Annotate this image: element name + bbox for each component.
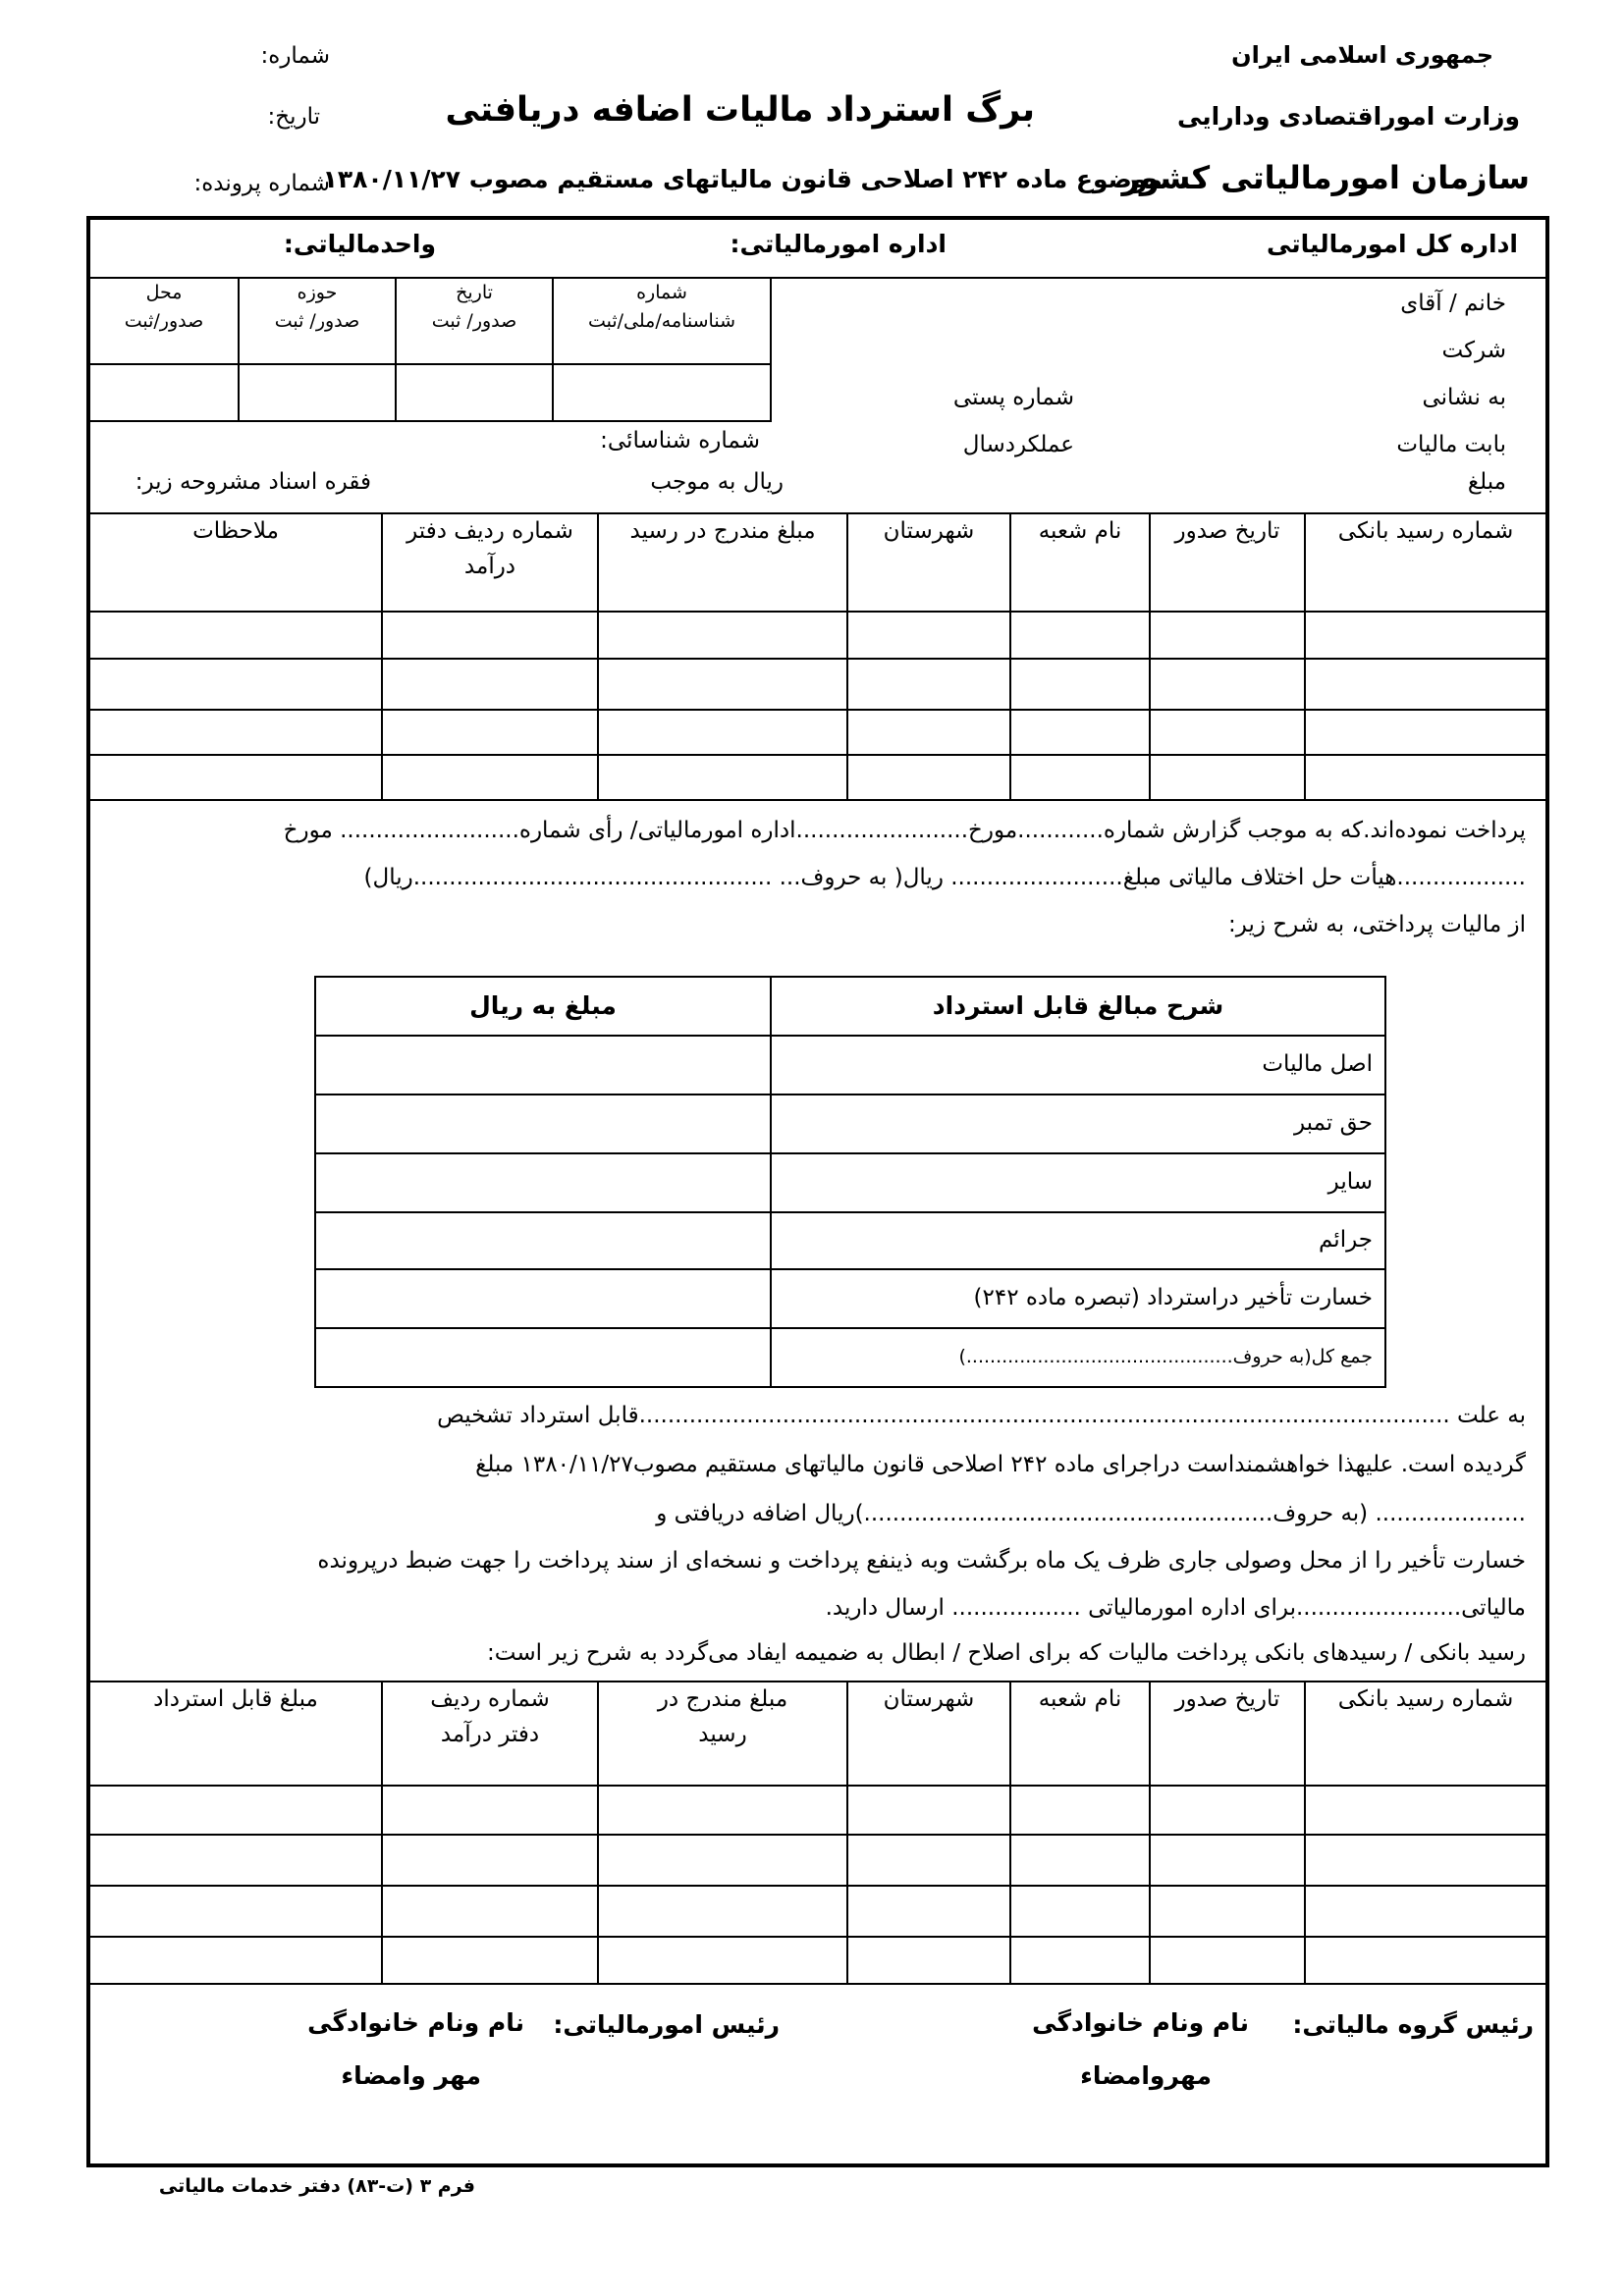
refund-amount-cell[interactable] <box>315 1036 771 1095</box>
refund-row-principal <box>315 1036 1385 1095</box>
refund-amount-cell[interactable] <box>315 1269 771 1328</box>
company-label: شرکت <box>1441 338 1506 363</box>
table-cell[interactable] <box>382 659 598 710</box>
table-cell[interactable] <box>1305 659 1546 710</box>
table-cell[interactable] <box>1305 1835 1546 1886</box>
table-cell[interactable] <box>847 612 1010 659</box>
table-cell[interactable] <box>89 1886 382 1937</box>
table-cell[interactable] <box>1305 755 1546 800</box>
refund-row-penalties <box>315 1212 1385 1269</box>
table-cell[interactable] <box>1150 755 1305 800</box>
id-header-place: محل صدور/ثبت <box>89 278 239 364</box>
form-subject: موضوع ماده ۲۴۲ اصلاحی قانون مالیاتهای مستقیم مصوب ۱۳۸۰/۱۱/۲۷ <box>322 165 1163 193</box>
organization-name: سازمان امورمالیاتی کشور <box>1121 159 1530 196</box>
refund-table <box>314 976 1386 1388</box>
amount-label: مبلغ <box>1467 469 1506 495</box>
table-cell[interactable] <box>1150 659 1305 710</box>
table-cell[interactable] <box>598 1786 847 1835</box>
table-row <box>89 1937 1546 1984</box>
refund-row-other <box>315 1153 1385 1212</box>
payment-line-1: پرداخت نموده‌اند.که به موجب گزارش شماره............مورخ........................اداره امورمالیاتی/ رأی شماره......................... مورخ <box>283 818 1526 843</box>
docs-below-label: فقره اسناد مشروحه زیر: <box>135 469 371 495</box>
refund-total-amount-cell[interactable] <box>315 1328 771 1387</box>
table-cell[interactable] <box>382 1786 598 1835</box>
table-cell[interactable] <box>847 710 1010 755</box>
table-cell[interactable] <box>89 1835 382 1886</box>
table-cell[interactable] <box>1010 1786 1150 1835</box>
office-head-seal-label: مهر وامضاء <box>341 2061 481 2090</box>
table-row <box>89 659 1546 710</box>
group-head-label: رئیس گروه مالیاتی: <box>1292 2010 1534 2039</box>
general-office-label: اداره کل امورمالیاتی <box>1266 230 1518 258</box>
bank-header-receipt-number: شماره رسید بانکی <box>1305 1682 1546 1786</box>
payment-line-3: از مالیات پرداختی، به شرح زیر: <box>1228 912 1526 937</box>
table-cell[interactable] <box>1305 1786 1546 1835</box>
table-cell[interactable] <box>598 1886 847 1937</box>
country-name: جمهوری اسلامی ایران <box>1231 41 1493 69</box>
mr-mrs-label: خانم / آقای <box>1400 291 1506 316</box>
table-cell[interactable] <box>847 1937 1010 1984</box>
table-cell[interactable] <box>1010 612 1150 659</box>
table-row <box>89 710 1546 755</box>
table-cell[interactable] <box>598 612 847 659</box>
bank-header-issue-date: تاریخ صدور <box>1150 1682 1305 1786</box>
receipts-header-city: شهرستان <box>847 513 1010 612</box>
refund-desc-cell: سایر <box>771 1153 1385 1212</box>
refund-amount-cell[interactable] <box>315 1095 771 1153</box>
table-cell[interactable] <box>598 1835 847 1886</box>
group-head-name-label: نام ونام خانوادگی <box>1032 2008 1249 2037</box>
id-cell-number[interactable] <box>553 364 771 421</box>
tax-unit-label: واحدمالیاتی: <box>283 230 436 258</box>
tax-office-label: اداره امورمالیاتی: <box>730 230 947 258</box>
table-cell[interactable] <box>1010 1886 1150 1937</box>
table-row <box>89 612 1546 659</box>
rial-by-label: ریال به موجب <box>650 469 784 495</box>
bank-header-ledger-row: شماره ردیف دفتر درآمد <box>382 1682 598 1786</box>
fiscal-year-label: عملکردسال <box>962 432 1074 457</box>
bank-header-refundable: مبلغ قابل استرداد <box>89 1682 382 1786</box>
id-header-date: تاریخ صدور/ ثبت <box>396 278 553 364</box>
table-cell[interactable] <box>382 1835 598 1886</box>
table-cell[interactable] <box>89 1786 382 1835</box>
table-cell[interactable] <box>1150 612 1305 659</box>
id-header-number: شماره شناسنامه/ملی/ثبت <box>553 278 771 364</box>
table-cell[interactable] <box>1305 1886 1546 1937</box>
receipts-header-amount: مبلغ مندرج در رسید <box>598 513 847 612</box>
postal-code-label: شماره پستی <box>952 385 1074 410</box>
table-cell[interactable] <box>1010 755 1150 800</box>
table-cell[interactable] <box>382 710 598 755</box>
reason-line-1: به علت .................................................................................................................قابل استرداد تشخیص <box>437 1403 1526 1428</box>
table-cell[interactable] <box>598 710 847 755</box>
table-cell[interactable] <box>598 1937 847 1984</box>
table-row <box>89 1786 1546 1835</box>
bank-header-branch: نام شعبه <box>1010 1682 1150 1786</box>
id-cell-date[interactable] <box>396 364 553 421</box>
table-row <box>89 1835 1546 1886</box>
group-head-seal-label: مهروامضاء <box>1080 2061 1212 2090</box>
table-cell[interactable] <box>847 659 1010 710</box>
table-cell[interactable] <box>847 1786 1010 1835</box>
form-title: برگ استرداد مالیات اضافه دریافتی <box>445 90 1035 130</box>
table-row <box>89 1886 1546 1937</box>
bank-receipts-table <box>88 1681 1547 1985</box>
bank-header-city: شهرستان <box>847 1682 1010 1786</box>
table-cell[interactable] <box>1305 612 1546 659</box>
table-cell[interactable] <box>1010 1835 1150 1886</box>
receipts-header-notes: ملاحظات <box>89 513 382 612</box>
table-cell[interactable] <box>382 1886 598 1937</box>
refund-row-delay-damage <box>315 1269 1385 1328</box>
id-header-zone: حوزه صدور/ ثبت <box>239 278 396 364</box>
date-label: تاریخ: <box>267 104 320 130</box>
table-cell[interactable] <box>1010 659 1150 710</box>
table-cell[interactable] <box>89 755 382 800</box>
refund-amount-cell[interactable] <box>315 1153 771 1212</box>
table-cell[interactable] <box>1010 1937 1150 1984</box>
table-cell[interactable] <box>382 612 598 659</box>
receipts-header-branch: نام شعبه <box>1010 513 1150 612</box>
table-cell[interactable] <box>1010 710 1150 755</box>
table-cell[interactable] <box>1150 1835 1305 1886</box>
table-cell[interactable] <box>1150 710 1305 755</box>
id-cell-place[interactable] <box>89 364 239 421</box>
table-cell[interactable] <box>1305 1937 1546 1984</box>
table-cell[interactable] <box>847 1835 1010 1886</box>
refund-desc-cell: حق تمبر <box>771 1095 1385 1153</box>
refund-row-stamp <box>315 1095 1385 1153</box>
refund-desc-cell: جرائم <box>771 1212 1385 1269</box>
refund-desc-cell: اصل مالیات <box>771 1036 1385 1095</box>
table-cell[interactable] <box>847 1886 1010 1937</box>
id-table <box>88 277 772 422</box>
reason-line-3: ..................... (به حروف.........................................................)ریال اضافه دریافتی و <box>656 1501 1526 1526</box>
id-cell-zone[interactable] <box>239 364 396 421</box>
refund-header-description: شرح مبالغ قابل استرداد <box>771 977 1385 1036</box>
table-cell[interactable] <box>1150 1786 1305 1835</box>
reason-line-5: مالیاتی.......................برای اداره امورمالیاتی .................. ارسال دارید. <box>825 1595 1526 1621</box>
table-cell[interactable] <box>382 755 598 800</box>
receipts-header-issue-date: تاریخ صدور <box>1150 513 1305 612</box>
number-label: شماره: <box>260 43 330 69</box>
address-label: به نشانی <box>1422 385 1506 410</box>
id-number-label: شماره شناسائی: <box>600 428 760 454</box>
refund-header-amount: مبلغ به ریال <box>315 977 771 1036</box>
office-head-label: رئیس امورمالیاتی: <box>553 2010 780 2039</box>
table-cell[interactable] <box>382 1937 598 1984</box>
table-cell[interactable] <box>598 755 847 800</box>
table-cell[interactable] <box>89 1937 382 1984</box>
table-cell[interactable] <box>1305 710 1546 755</box>
reason-line-6: رسید بانکی / رسیدهای بانکی پرداخت مالیات که برای اصلاح / ابطال به ضمیمه ایفاد می‌گردد به شرح زیر است: <box>487 1640 1526 1666</box>
form-code-footer: فرم ۳ (ت-۸۳) دفتر خدمات مالیاتی <box>158 2175 475 2197</box>
office-head-name-label: نام ونام خانوادگی <box>307 2008 524 2037</box>
table-cell[interactable] <box>89 710 382 755</box>
tax-for-label: بابت مالیات <box>1396 432 1506 457</box>
refund-desc-cell: خسارت تأخیر دراسترداد (تبصره ماده ۲۴۲) <box>771 1269 1385 1328</box>
table-row <box>89 755 1546 800</box>
receipts-table <box>88 512 1547 801</box>
table-cell[interactable] <box>89 659 382 710</box>
receipts-header-bank-receipt: شماره رسید بانکی <box>1305 513 1546 612</box>
payment-line-2: ..................هیأت حل اختلاف مالیاتی مبلغ........................ ریال( به حروف... ..................................................ریال) <box>363 865 1526 890</box>
table-cell[interactable] <box>1150 1937 1305 1984</box>
reason-line-2: گردیده است. علیهذا خواهشمنداست دراجرای ماده ۲۴۲ اصلاحی قانون مالیاتهای مستقیم مصوب۱۳۸۰/۱۱/۲۷ مبلغ <box>475 1452 1526 1477</box>
file-number-label: شماره پرونده: <box>193 171 330 196</box>
receipts-header-ledger-row: شماره ردیف دفتر درآمد <box>382 513 598 612</box>
table-cell[interactable] <box>598 659 847 710</box>
refund-row-total <box>315 1328 1385 1387</box>
bank-header-amount: مبلغ مندرج در رسید <box>598 1682 847 1786</box>
table-cell[interactable] <box>1150 1886 1305 1937</box>
table-cell[interactable] <box>847 755 1010 800</box>
table-cell[interactable] <box>89 612 382 659</box>
refund-amount-cell[interactable] <box>315 1212 771 1269</box>
reason-line-4: خسارت تأخیر را از محل وصولی جاری ظرف یک ماه برگشت وبه ذینفع پرداخت و نسخه‌ای از سند پرداخت را جهت ضبط درپرونده <box>317 1548 1526 1574</box>
refund-total-cell: جمع کل(به حروف.............................................) <box>771 1328 1385 1387</box>
ministry-name: وزارت اموراقتصادی ودارایی <box>1176 102 1520 131</box>
